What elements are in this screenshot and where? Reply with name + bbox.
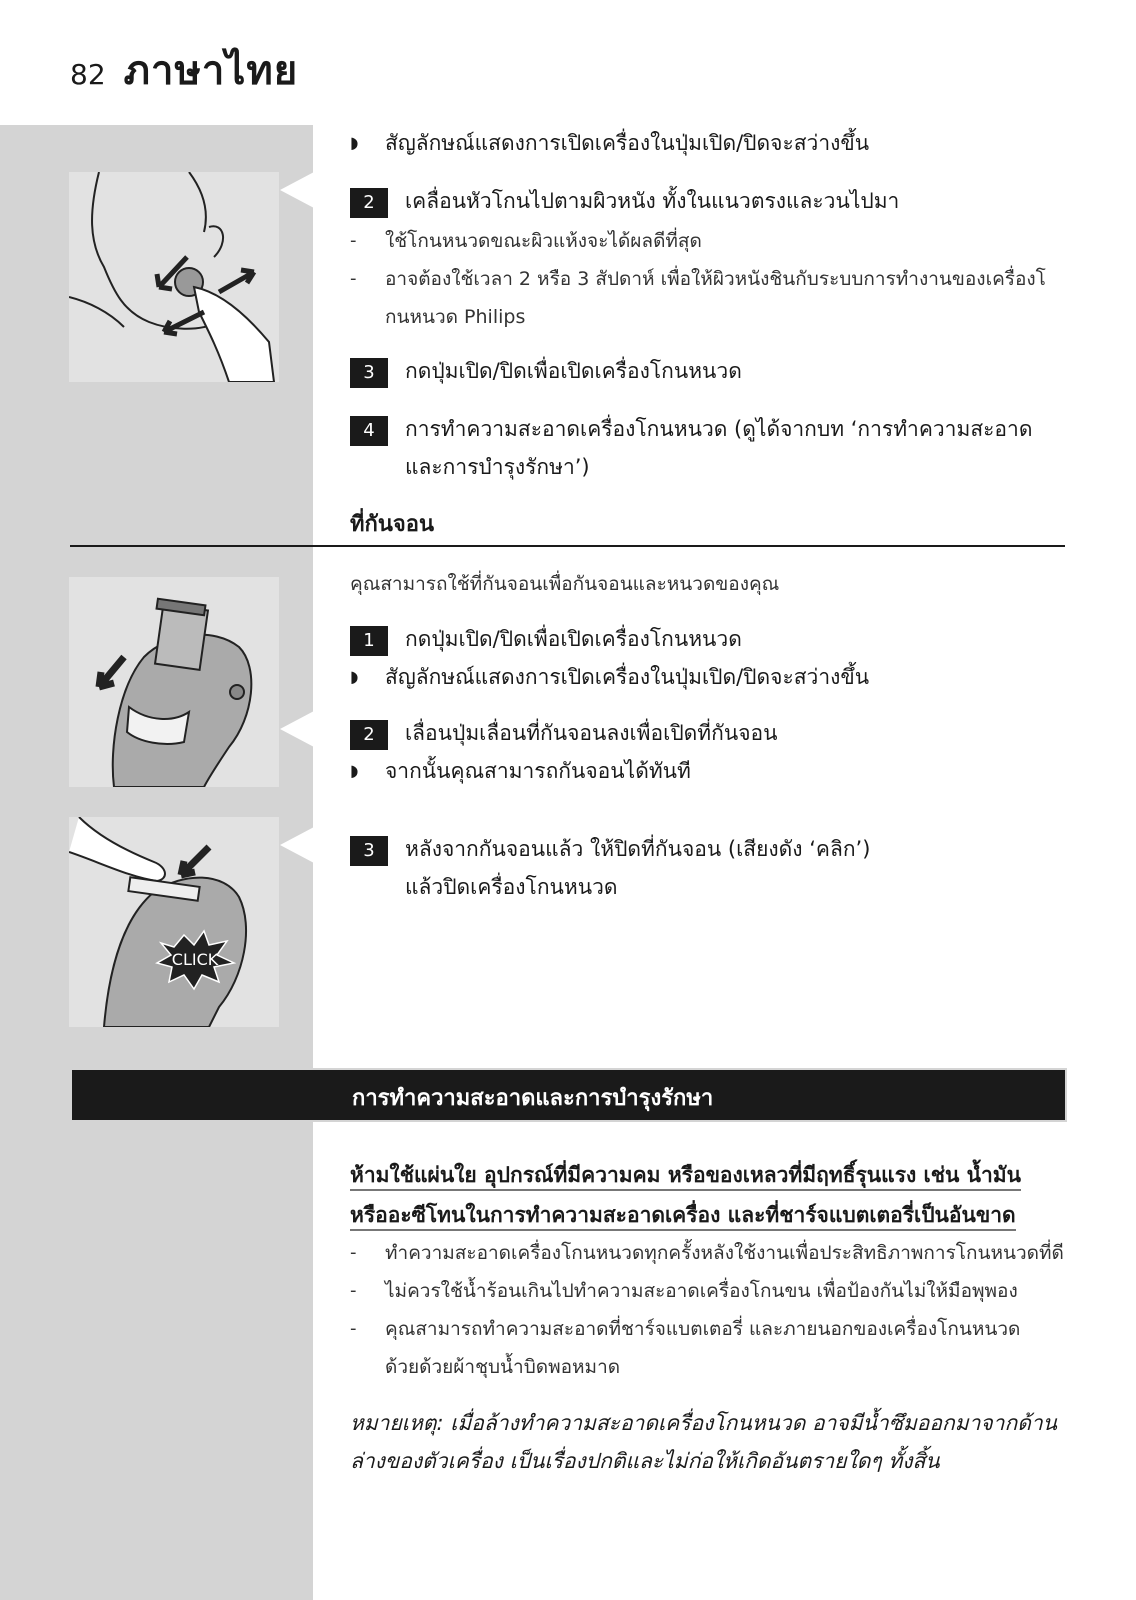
step-number: 1 (350, 626, 388, 656)
cleaning-banner-title: การทำความสะอาดและการบำรุงรักษา (352, 1086, 714, 1111)
step-number: 3 (350, 358, 388, 388)
step-number: 2 (350, 188, 388, 218)
step-number: 4 (350, 416, 388, 446)
trimmer-close-drawing (69, 817, 279, 1027)
illustration-pointer (280, 711, 314, 747)
cleaning-warning-line-1: ห้ามใช้แผ่นใย อุปกรณ์ที่มีความคม หรือของเหลวที่มีฤทธิ์รุนแรง เช่น น้ำมัน (350, 1160, 1070, 1190)
cleaning-warning-line-2: หรืออะซีโทนในการทำความสะอาดเครื่อง และที่ชาร์จแบตเตอรี่เป็นอันขาด (350, 1200, 1070, 1230)
cleaning-note-line-2: ล่างของตัวเครื่อง เป็นเรื่องปกติและไม่ก่อให้เกิดอันตรายใดๆ ทั้งสิ้น (350, 1449, 940, 1473)
step-number: 2 (350, 720, 388, 750)
trimmer-heading: ที่กันจอน (350, 512, 435, 537)
trimmer-close-illustration (69, 817, 279, 1027)
shaving-illustration (69, 172, 279, 382)
click-label: CLICK (171, 950, 219, 969)
trimmer-open-illustration (69, 577, 279, 787)
illustration-pointer (280, 172, 314, 208)
shaving-face-drawing (69, 172, 279, 382)
result-bullet: ◗ (350, 667, 359, 686)
cleaning-banner (70, 1068, 1067, 1122)
result-bullet: ◗ (350, 761, 359, 780)
trimmer-open-drawing (69, 577, 279, 787)
illustration-pointer (280, 827, 314, 863)
page-header (70, 38, 298, 102)
language-title: ภาษาไทย (123, 48, 299, 94)
trimmer-intro: คุณสามารถใช้ที่กันจอนเพื่อกันจอนและหนวดของคุณ (350, 573, 780, 595)
cleaning-note-line-1: หมายเหตุ: เมื่อล้างทำความสะอาดเครื่องโกนหนวด อาจมีน้ำซึมออกมาจากด้าน (350, 1411, 1057, 1435)
section-divider (70, 545, 1065, 547)
result-bullet: ◗ (350, 133, 359, 152)
step-number: 3 (350, 836, 388, 866)
page-number: 82 (70, 58, 106, 91)
